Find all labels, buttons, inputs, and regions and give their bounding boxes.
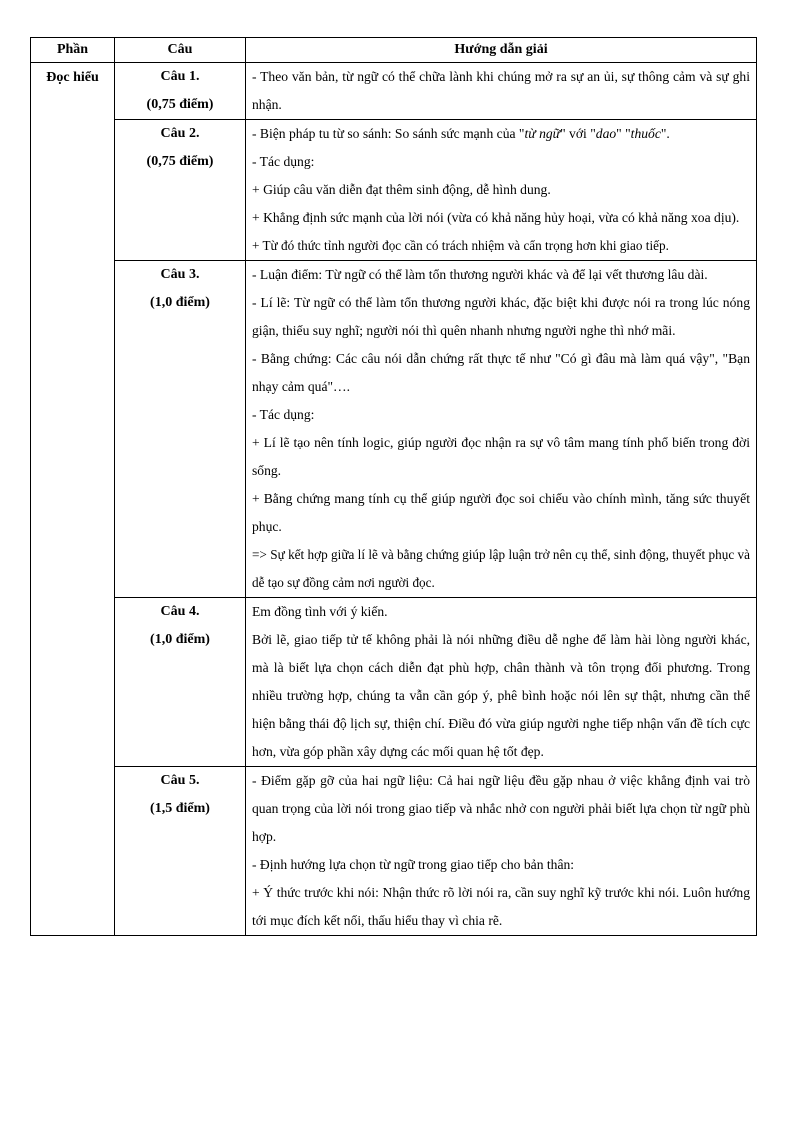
question-cell xyxy=(115,261,246,598)
answer-line: - Bằng chứng: Các câu nói dẫn chứng rất thực tế như "Có gì đâu mà làm quá vậy", "Bạn nhạy cảm quá"…. xyxy=(252,351,750,394)
part-cell: Đọc hiểu xyxy=(31,63,115,936)
answer-line: - Tác dụng: xyxy=(252,154,315,169)
question-score: (0,75 điểm) xyxy=(146,97,214,112)
table-row xyxy=(31,598,757,767)
question-score: (1,5 điểm) xyxy=(150,801,210,816)
question-cell xyxy=(115,598,246,767)
answer-line: - Luận điểm: Từ ngữ có thể làm tổn thương người khác và để lại vết thương lâu dài. xyxy=(252,267,708,282)
answer-line: => Sự kết hợp giữa lí lẽ và bằng chứng giúp lập luận trở nên cụ thể, sinh động, thuyết phục và dễ tạo sự đồng cảm nơi người đọc. xyxy=(252,547,750,590)
question-label: Câu 4. xyxy=(160,604,200,619)
answer-line: Em đồng tình với ý kiến. xyxy=(252,604,388,619)
question-cell xyxy=(115,120,246,261)
table-row xyxy=(31,120,757,261)
answer-cell xyxy=(246,261,757,598)
answer-line: + Khẳng định sức mạnh của lời nói (vừa có khả năng hủy hoại, vừa có khả năng xoa dịu). xyxy=(252,210,740,225)
question-score: (1,0 điểm) xyxy=(150,295,210,310)
answer-line: - Định hướng lựa chọn từ ngữ trong giao tiếp cho bản thân: xyxy=(252,857,575,872)
question-label: Câu 1. xyxy=(160,69,200,84)
answer-line: + Giúp câu văn diễn đạt thêm sinh động, dễ hình dung. xyxy=(252,182,551,197)
table-row xyxy=(31,261,757,598)
question-label: Câu 5. xyxy=(160,773,200,788)
question-score: (0,75 điểm) xyxy=(146,154,214,169)
answer-line: + Ý thức trước khi nói: Nhận thức rõ lời nói ra, cần suy nghĩ kỹ trước khi nói. Luôn hướng tới mục đích kết nối, thấu hiểu thay vì chia rẽ. xyxy=(252,885,750,928)
answer-line: + Bằng chứng mang tính cụ thể giúp người đọc soi chiếu vào chính mình, tăng sức thuyết phục. xyxy=(252,491,750,534)
answer-line: + Lí lẽ tạo nên tính logic, giúp người đọc nhận ra sự vô tâm mang tính phổ biến trong đời sống. xyxy=(252,435,750,478)
answer-key-table xyxy=(30,37,757,936)
answer-line: Bởi lẽ, giao tiếp tử tế không phải là nói những điều dễ nghe để làm hài lòng người khác, mà là biết lựa chọn cách diễn đạt phù hợp, chân thành và tôn trọng đối phương. Trong nhiều trường hợp, chúng ta vẫn cần góp ý, phê bình hoặc nói lên sự thật, nhưng cần thể hiện bằng thái độ lịch sự, thiện chí. Điều đó vừa giúp người nghe tiếp nhận vấn đề tích cực hơn, vừa góp phần xây dựng các mối quan hệ tốt đẹp. xyxy=(252,632,750,759)
header-question: Câu xyxy=(115,38,246,63)
answer-line: - Lí lẽ: Từ ngữ có thể làm tổn thương người khác, đặc biệt khi được nói ra trong lúc nóng giận, thiếu suy nghĩ; người nói thì quên nhanh nhưng người nghe thì nhớ mãi. xyxy=(252,295,750,338)
question-label: Câu 2. xyxy=(160,126,200,141)
table-row xyxy=(31,767,757,936)
header-part: Phần xyxy=(31,38,115,63)
answer-line: - Biện pháp tu từ so sánh: So sánh sức mạnh của "từ ngữ" với "dao" "thuốc". xyxy=(252,126,670,141)
answer-line: + Từ đó thức tỉnh người đọc cần có trách nhiệm và cẩn trọng hơn khi giao tiếp. xyxy=(252,238,669,253)
header-guide: Hướng dẫn giải xyxy=(246,38,757,63)
answer-line: - Theo văn bản, từ ngữ có thể chữa lành khi chúng mở ra sự an ủi, sự thông cảm và sự ghi nhận. xyxy=(252,69,750,112)
answer-line: - Tác dụng: xyxy=(252,407,315,422)
answer-cell xyxy=(246,598,757,767)
table-row xyxy=(31,63,757,120)
answer-cell xyxy=(246,63,757,120)
answer-cell xyxy=(246,767,757,936)
question-score: (1,0 điểm) xyxy=(150,632,210,647)
answer-line: - Điểm gặp gỡ của hai ngữ liệu: Cả hai ngữ liệu đều gặp nhau ở việc khẳng định vai trò quan trọng của lời nói trong giao tiếp và nhắc nhở con người phải biết lựa chọn từ ngữ phù hợp. xyxy=(252,773,750,844)
question-cell xyxy=(115,767,246,936)
answer-cell xyxy=(246,120,757,261)
question-cell xyxy=(115,63,246,120)
question-label: Câu 3. xyxy=(160,267,200,282)
table-header-row xyxy=(31,38,757,63)
